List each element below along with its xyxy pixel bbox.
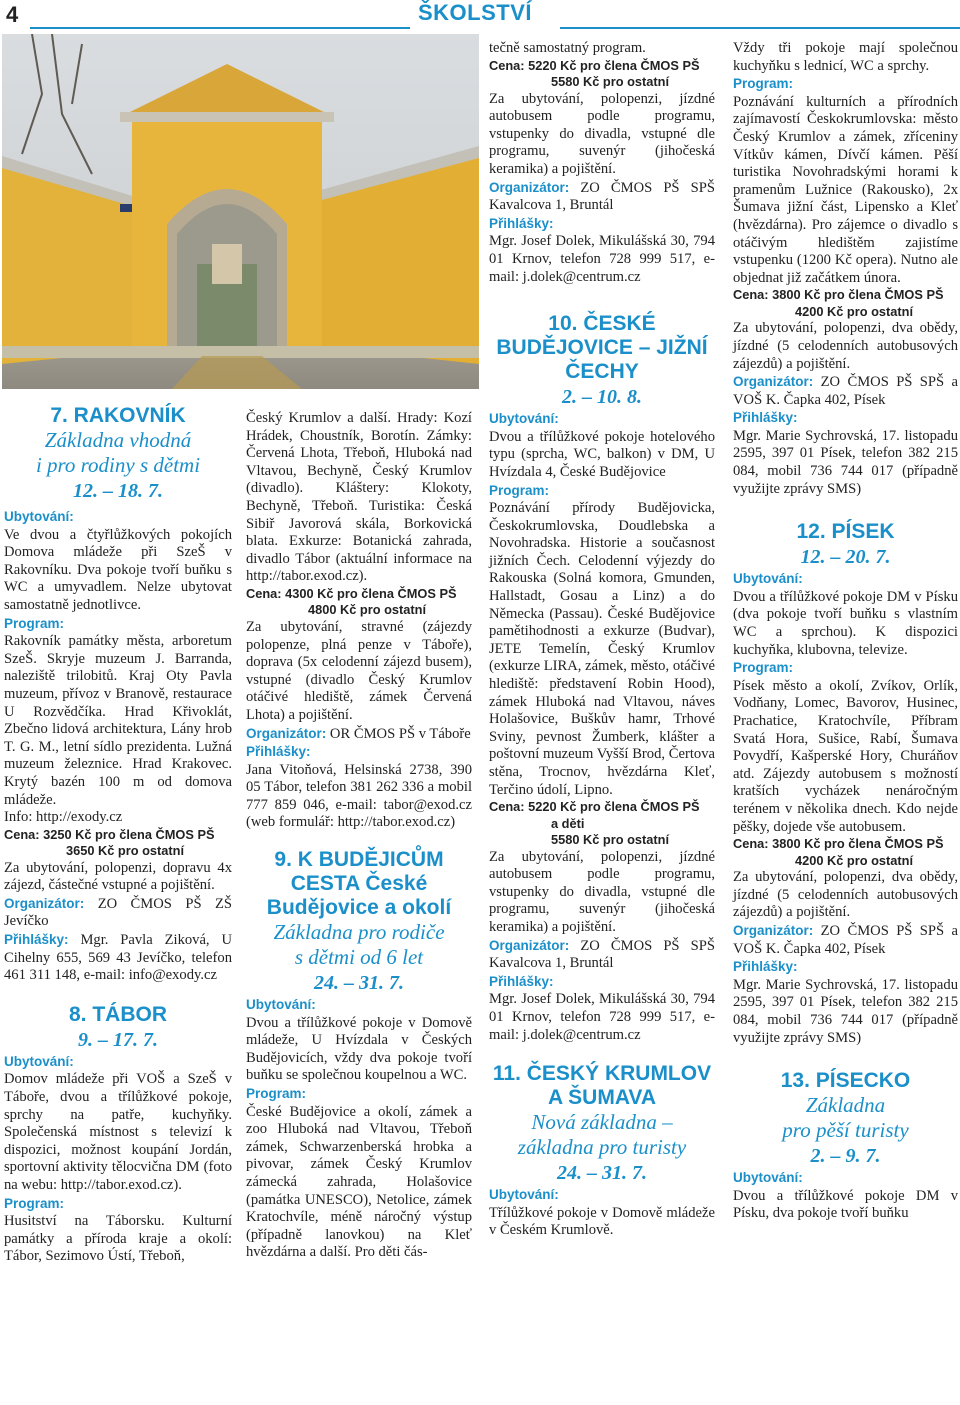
price-others: 4800 Kč pro ostatní	[308, 602, 427, 618]
label-ubytovani: Ubytování:	[733, 1170, 803, 1186]
date-pisecko: 2. – 9. 7.	[810, 1145, 881, 1168]
subtitle-krumlov-1: Nová základna –	[531, 1110, 673, 1135]
text-organizator: ZO ČMOS PŠ SPŠ Kavalcova 1, Bruntál	[489, 937, 715, 972]
text-includes: Za ubytování, polopenzi, jízdné autobusem podle programu, vstupenky do divadla, vstupné dle programu, suvenýr (jihočeská keramika) a pojištění.	[489, 848, 715, 936]
heading-tabor: 8. TÁBOR	[68, 1002, 167, 1026]
price-member: Cena: 5220 Kč pro člena ČMOS PŠ	[489, 799, 700, 815]
label-ubytovani: Ubytování:	[246, 997, 316, 1013]
text-prihlasky: Mgr. Marie Sychrovská, 17. listopadu 2595, 397 01 Písek, telefon 382 215 084, mobil 736 744 017 (případně využijte zprávy SMS)	[733, 427, 958, 497]
label-organizator: Organizátor:	[489, 937, 570, 953]
column-2	[246, 410, 472, 1262]
text-ubytovani: Domov mládeže při VOŠ a SzeŠ v Táboře, dvou a třílůžkové pokoje, sprchy na patře, kuchyňky. Společenská místnost s televizí k dispozici, možnost koupání Jordán, sportovní aktivity tělocvična DM (foto na webu: http://tabor.exod.cz).	[4, 1071, 232, 1193]
label-ubytovani: Ubytování:	[489, 1187, 559, 1203]
price-member: Cena: 4300 Kč pro člena ČMOS PŠ	[246, 585, 457, 601]
heading-rakovnik: 7. RAKOVNÍK	[50, 404, 186, 427]
date-rakovnik: 12. – 18. 7.	[73, 480, 163, 502]
column-1	[4, 404, 232, 1266]
section-title: ŠKOLSTVÍ	[418, 0, 533, 25]
text-program: Poznávání kulturních a přírodních zajímavostí Českokrumlovska: město Český Krumlov a zámek, zříceniny Vítkův kámen, Dívčí kámen. Pěší turistika Novohradskými horami k pramenům Lužnice (Rakousko), 2x Šumava jižní část, Lipensko a Kleť (hvězdárna). Pro zájemce o divadlo s otáčivým hledištěm zajistíme vstupenku (1200 Kč opera). Nutno ale objednat již začátkem února.	[733, 93, 958, 286]
text-program: Poznávání přírody Budějovicka, Českokrumlovska, Doudlebska a Novohradska. Historie a současnost jižních Čech. Celodenní výjezdy do Rakouska (Solná komora, Gmunden, Hallstadt, Gosau a Linz) a do Německa (Passau). České Budějovice pamětihodnosti a exkurze (Budvar), JETE Temelín, Český Krumlov (exkurze LIRA, zámek, město, otáčivé hlediště: představení Robin Hood), zámek Hluboká nad Vltavou, náves Holašovice, Buškův hamr, Trhové Sviny, pevnost Žumberk, klášter a poštovní muzeum Vyšší Brod, Čertova stěna, Trocnov, hvězdárna Kleť, Terčino údolí, Lipno.	[489, 500, 715, 798]
label-prihlasky: Přihlášky:	[246, 744, 311, 760]
price-others: 3650 Kč pro ostatní	[66, 843, 185, 859]
text-prihlasky: Mgr. Josef Dolek, Mikulášská 30, 794 01 Krnov, telefon 728 999 517, e-mail: j.dolek@centrum.cz	[489, 233, 715, 285]
text-includes: Za ubytování, stravné (zájezdy polopenze, plná penze v Táboře), doprava (5x celodenní zájezd busem), vstupné (divadlo Český Krumlov otáčivé hlediště, zámek Červená Lhota) a pojištění.	[246, 618, 472, 723]
text-prihlasky: Mgr. Josef Dolek, Mikulášská 30, 794 01 Krnov, telefon 728 999 517, e-mail: j.dolek@centrum.cz	[489, 991, 715, 1043]
label-prihlasky: Přihlášky:	[733, 959, 798, 975]
label-program: Program:	[733, 660, 794, 676]
date-krumlov: 24. – 31. 7.	[557, 1162, 647, 1185]
column-3	[489, 40, 715, 1240]
text-organizator: OR ČMOS PŠ v Táboře	[329, 725, 471, 742]
page-number: 4	[6, 2, 19, 27]
text-program: Písek město a okolí, Zvíkov, Orlík, Vodňany, Lomec, Bavorov, Husinec, Prachatice, Kratochvíle, Příbram Svatá Hora, Sušice, Rabí, Šumava Povydří, Kašperské Hory, Churáňov atd. Zájezdy autobusem s možností kratších vycházek nenáročným terénem v několika dnech. Kdo nejde pěšky, dojede vše autobusem.	[733, 677, 958, 835]
label-organizator: Organizátor:	[733, 922, 814, 938]
label-organizator: Organizátor:	[4, 895, 85, 911]
text-includes: Za ubytování, polopenzi, jízdné autobusem podle programu, vstupenky do divadla, vstupné dle programu, suvenýr (jihočeská keramika) a pojištění.	[489, 90, 715, 177]
header-rule-right	[560, 27, 960, 29]
text-prihlasky: Jana Vitoňová, Helsinská 2738, 390 05 Tábor, telefon 381 262 336 a mobil 777 859 046, e-mail: tabor@exod.cz (web formulář: http://tabor.exod.cz)	[246, 761, 472, 831]
column-4	[733, 40, 958, 1223]
heading-ceske-budejovice: 10. ČESKÉ BUDĚJOVICE – JIŽNÍ ČECHY	[496, 312, 708, 384]
label-ubytovani: Ubytování:	[489, 411, 559, 427]
price-member: Cena: 3800 Kč pro člena ČMOS PŠ	[733, 287, 944, 303]
subtitle-budejicum-1: Základna pro rodiče	[273, 920, 445, 945]
label-organizator: Organizátor:	[246, 725, 327, 741]
text-includes: Za ubytování, polopenzi, dopravu 4x zájezd, částečné vstupné a pojištění.	[4, 859, 232, 894]
label-organizator: Organizátor:	[489, 179, 570, 195]
subtitle-budejicum-2: s dětmi od 6 let	[294, 945, 424, 970]
photo-illustration	[2, 34, 479, 389]
text-continued: Český Krumlov a další. Hrady: Kozí Hrádek, Choustník, Borotín. Zámky: Červená Lhota, Třeboň, Hluboká nad Vltavou, Bechyně, Český Krumlov (divadlo). Kláštery: Klokoty, Bechyně, Třeboň. Turistika: Česká Sibiř Javorová skála, Borkovická blata. Exkurze: Botanická zahrada, divadlo Tábor (aktuální informace na http://tabor.exod.cz).	[246, 410, 472, 585]
label-ubytovani: Ubytování:	[4, 509, 74, 524]
price-member: Cena: 3250 Kč pro člena ČMOS PŠ	[4, 826, 215, 842]
label-organizator: Organizátor:	[733, 374, 814, 390]
header-rule-left	[30, 27, 410, 29]
text-program: Rakovník památky města, arboretum SzeŠ. Skryje muzeum J. Barranda, naleziště trilobitů. Kraj Oty Pavla muzeum, přívoz v Branově, restaurace U Rozvědčíka. Hrad Křivoklát, Zbečno lidová architektura, Lány hrob T. G. M., letní sídlo prezidenta. Lužná muzeum železnice. Hrad Krakovec. Krytý bazén 100 m od domova mládeže.	[4, 633, 232, 808]
text-info: Info: http://exody.cz	[4, 809, 123, 826]
subtitle-krumlov-2: základna pro turisty	[517, 1135, 687, 1160]
label-prihlasky: Přihlášky:	[733, 410, 798, 426]
price-others: 4200 Kč pro ostatní	[795, 303, 914, 319]
price-member-children: a děti	[551, 815, 585, 831]
text-organizator: ZO ČMOS PŠ SPŠ a VOŠ K. Čapka 402, Písek	[733, 922, 958, 957]
label-ubytovani: Ubytování:	[733, 571, 803, 587]
label-prihlasky: Přihlášky:	[489, 973, 554, 989]
label-program: Program:	[489, 482, 550, 498]
heading-cesky-krumlov: 11. ČESKÝ KRUMLOV A ŠUMAVA	[492, 1062, 712, 1110]
label-prihlasky: Přihlášky:	[4, 932, 69, 948]
label-prihlasky: Přihlášky:	[489, 215, 554, 231]
date-budejicum: 24. – 31. 7.	[314, 972, 404, 995]
subtitle-pisecko-1: Základna	[805, 1093, 886, 1118]
text-ubytovani: Dvou a třílůžkové pokoje DM v Písku, dva pokoje tvoří buňku	[733, 1187, 958, 1222]
price-others: 5580 Kč pro ostatní	[551, 832, 670, 848]
price-others: 5580 Kč pro ostatní	[551, 74, 670, 90]
text-organizator: ZO ČMOS PŠ SPŠ a VOŠ K. Čapka 402, Písek	[733, 374, 958, 408]
label-program: Program:	[4, 615, 65, 631]
price-member: Cena: 5220 Kč pro člena ČMOS PŠ	[489, 57, 700, 73]
label-program: Program:	[733, 76, 794, 92]
price-others: 4200 Kč pro ostatní	[795, 852, 914, 868]
label-program: Program:	[246, 1086, 307, 1102]
photo-yellow-gate	[2, 34, 479, 389]
text-continued: Vždy tři pokoje mají společnou kuchyňku s lednicí, WC a sprchy.	[733, 40, 958, 74]
label-ubytovani: Ubytování:	[4, 1053, 74, 1069]
text-includes: Za ubytování, polopenzi, dva obědy, jízdné (5 celodenních autobusových zájezdů) a pojištění.	[733, 320, 958, 372]
text-ubytovani: Ve dvou a čtyřlůžkových pokojích Domova mládeže při SzeŠ v Rakovníku. Dva pokoje tvoří buňku s WC a umyvadlem. Nelze ubytovat samostatně jednotlivce.	[4, 526, 232, 613]
text-continued: tečně samostatný program.	[489, 40, 646, 56]
text-ubytovani: Dvou a třílůžkové pokoje hotelového typu (sprcha, WC, balkon) v DM, U Hvízdala 4, České Budějovice	[489, 428, 715, 480]
text-ubytovani: Dvou a třílůžkové pokoje DM v Písku (dva pokoje tvoří buňku s vlastním WC a sprchou). K dispozici kuchyňka, klubovna, televize.	[733, 588, 958, 658]
subtitle-rakovnik-1: Základna vhodná	[44, 428, 192, 452]
text-organizator: ZO ČMOS PŠ SPŠ Kavalcova 1, Bruntál	[489, 179, 715, 214]
heading-pisek: 12. PÍSEK	[796, 520, 895, 544]
label-program: Program:	[4, 1195, 65, 1211]
text-prihlasky: Mgr. Marie Sychrovská, 17. listopadu 2595, 397 01 Písek, telefon 382 215 084, mobil 736 744 017 (případně využijte zprávy SMS)	[733, 976, 958, 1046]
date-pisek: 12. – 20. 7.	[800, 546, 891, 569]
text-includes: Za ubytování, polopenzi, dva obědy, jízdné (5 celodenních autobusových zájezdů) a pojištění.	[733, 869, 958, 921]
date-ceske-budejovice: 2. – 10. 8.	[562, 386, 642, 409]
text-prihlasky: Mgr. Pavla Ziková, U Cihelny 655, 569 43 Jevíčko, telefon 461 311 148, e-mail: info@exody.cz	[4, 932, 232, 984]
price-member: Cena: 3800 Kč pro člena ČMOS PŠ	[733, 836, 944, 852]
text-ubytovani: Dvou a třílůžkové pokoje v Domově mládeže, U Hvízdala v Českých Budějovicích, vždy dva pokoje tvoří buňku se společnou koupelnou a WC.	[246, 1014, 472, 1084]
text-ubytovani: Třílůžkové pokoje v Domově mládeže v Českém Krumlově.	[489, 1204, 715, 1239]
text-organizator: ZO ČMOS PŠ ZŠ Jevíčko	[4, 895, 233, 930]
subtitle-rakovnik-2: i pro rodiny s dětmi	[35, 453, 201, 477]
date-tabor: 9. – 17. 7.	[78, 1028, 158, 1051]
text-program: České Budějovice a okolí, zámek a zoo Hluboká nad Vltavou, Třeboň zámek, Schwarzenberská hrobka a pivovar, zámek Český Krumlov zámecká zahrada, Holašovice (památka UNESCO), Netolice, zámek Kratochvíle, méně náročný výstup (případně lanovkou) na Kleť hvězdárna a další. Pro děti čás-	[246, 1103, 472, 1261]
heading-pisecko: 13. PÍSECKO	[780, 1069, 911, 1093]
subtitle-pisecko-2: pro pěší turisty	[782, 1118, 909, 1143]
heading-k-budejicum: 9. K BUDĚJICŮM CESTA České Budějovice a okolí	[266, 848, 452, 920]
text-program: Husitství na Táborsku. Kulturní památky a příroda kraje a okolí: Tábor, Sezimovo Ústí, Třeboň,	[4, 1213, 232, 1265]
